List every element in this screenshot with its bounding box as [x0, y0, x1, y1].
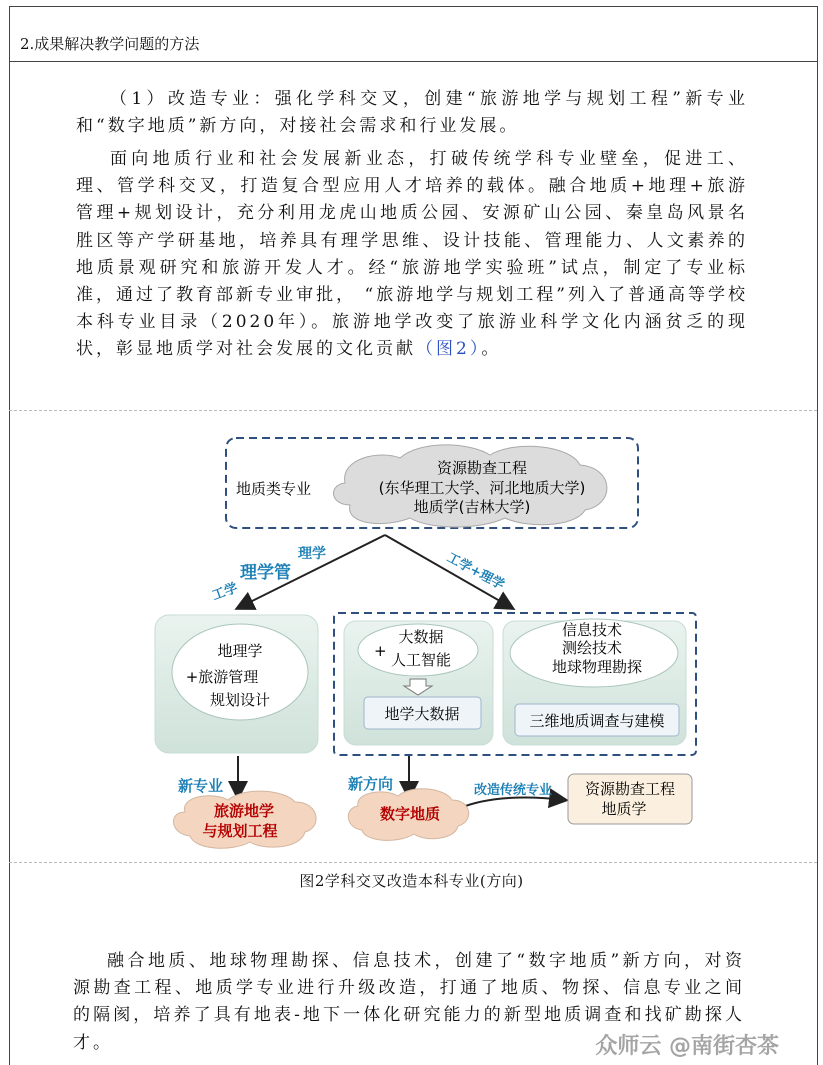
top-left-label: 地质类专业 [236, 480, 312, 498]
body-text-end: 。 [481, 339, 502, 360]
box1-line1: 地理学 [217, 642, 263, 660]
figure-bottom-divider [9, 862, 817, 863]
box3-line2: 测绘技术 [561, 639, 623, 657]
out3-line1: 资源勘查工程 [584, 780, 676, 798]
cloud-line2: (东华理工大学、河北地质大学) [378, 479, 586, 497]
cloud-line1: 资源勘查工程 [436, 459, 528, 477]
box2-result: 地学大数据 [384, 705, 460, 723]
arrow-reform [460, 798, 565, 808]
arrow-left-label-b: 理学 [298, 546, 326, 562]
out1-line1: 旅游地学 [213, 802, 275, 820]
figure-reference-link[interactable]: （图2） [416, 339, 482, 360]
arrow-left-label-a: 理学管 [240, 563, 291, 583]
label-new-major: 新专业 [178, 777, 224, 795]
box3-line1: 信息技术 [561, 621, 623, 639]
box1-line3: 规划设计 [209, 691, 271, 709]
watermark: 众师云 @南街杏茶 [595, 1034, 779, 1059]
cloud-line3: 地质学(吉林大学) [413, 498, 531, 516]
box1-line2: +旅游管理 [185, 668, 259, 686]
arrow-left-label-c: 工学 [210, 580, 240, 604]
figure-caption: 图2学科交叉改造本科专业(方向) [299, 872, 524, 890]
box3-result: 三维地质调查与建模 [529, 712, 665, 730]
box2-plus: + [374, 642, 387, 660]
box3-line3: 地球物理勘探 [551, 658, 643, 676]
box2-line1: 大数据 [398, 628, 444, 646]
label-new-direction: 新方向 [348, 775, 394, 793]
out1-line2: 与规划工程 [202, 822, 278, 840]
out2-label: 数字地质 [379, 805, 441, 823]
box2-line2: 人工智能 [390, 651, 452, 669]
arrow-right-label: 工学+理学 [444, 550, 507, 594]
heading-text: （1）改造专业：强化学科交叉，创建“旅游地学与规划工程”新专业和“数字地质”新方向，对接社会需求和行业发展。 [76, 89, 748, 137]
label-reform: 改造传统专业 [474, 783, 553, 798]
closing-text: 融合地质、地球物理勘探、信息技术，创建了“数字地质”新方向，对资源勘查工程、地质学专业进行升级改造，打通了地质、物探、信息专业之间的隔阂，培养了具有地表-地下一体化研究能力的新型地质调查和找矿勘探人才。 [73, 951, 745, 1053]
section-title: 2.成果解决教学问题的方法 [20, 35, 200, 53]
body-text-main: 面向地质行业和社会发展新业态，打破传统学科专业壁垒，促进工、理、管学科交叉，打造复合型应用人才培养的载体。融合地质+地理+旅游管理+规划设计，充分利用龙虎山地质公园、安源矿山公园、秦皇岛风景名胜区等产学研基地，培养具有理学思维、设计技能、管理能力、人文素养的地质景观研究和旅游开发人才。经“旅游地学实验班”试点，制定了专业标准，通过了教育部新专业审批， “旅游地学与规划工程”列入了普通高等学校本科专业目录（2020年）。旅游地学改变了旅游业科学文化内涵贫乏的现状，彰显地质学对社会发展的文化贡献 [76, 149, 748, 360]
out3-line2: 地质学 [601, 800, 647, 818]
